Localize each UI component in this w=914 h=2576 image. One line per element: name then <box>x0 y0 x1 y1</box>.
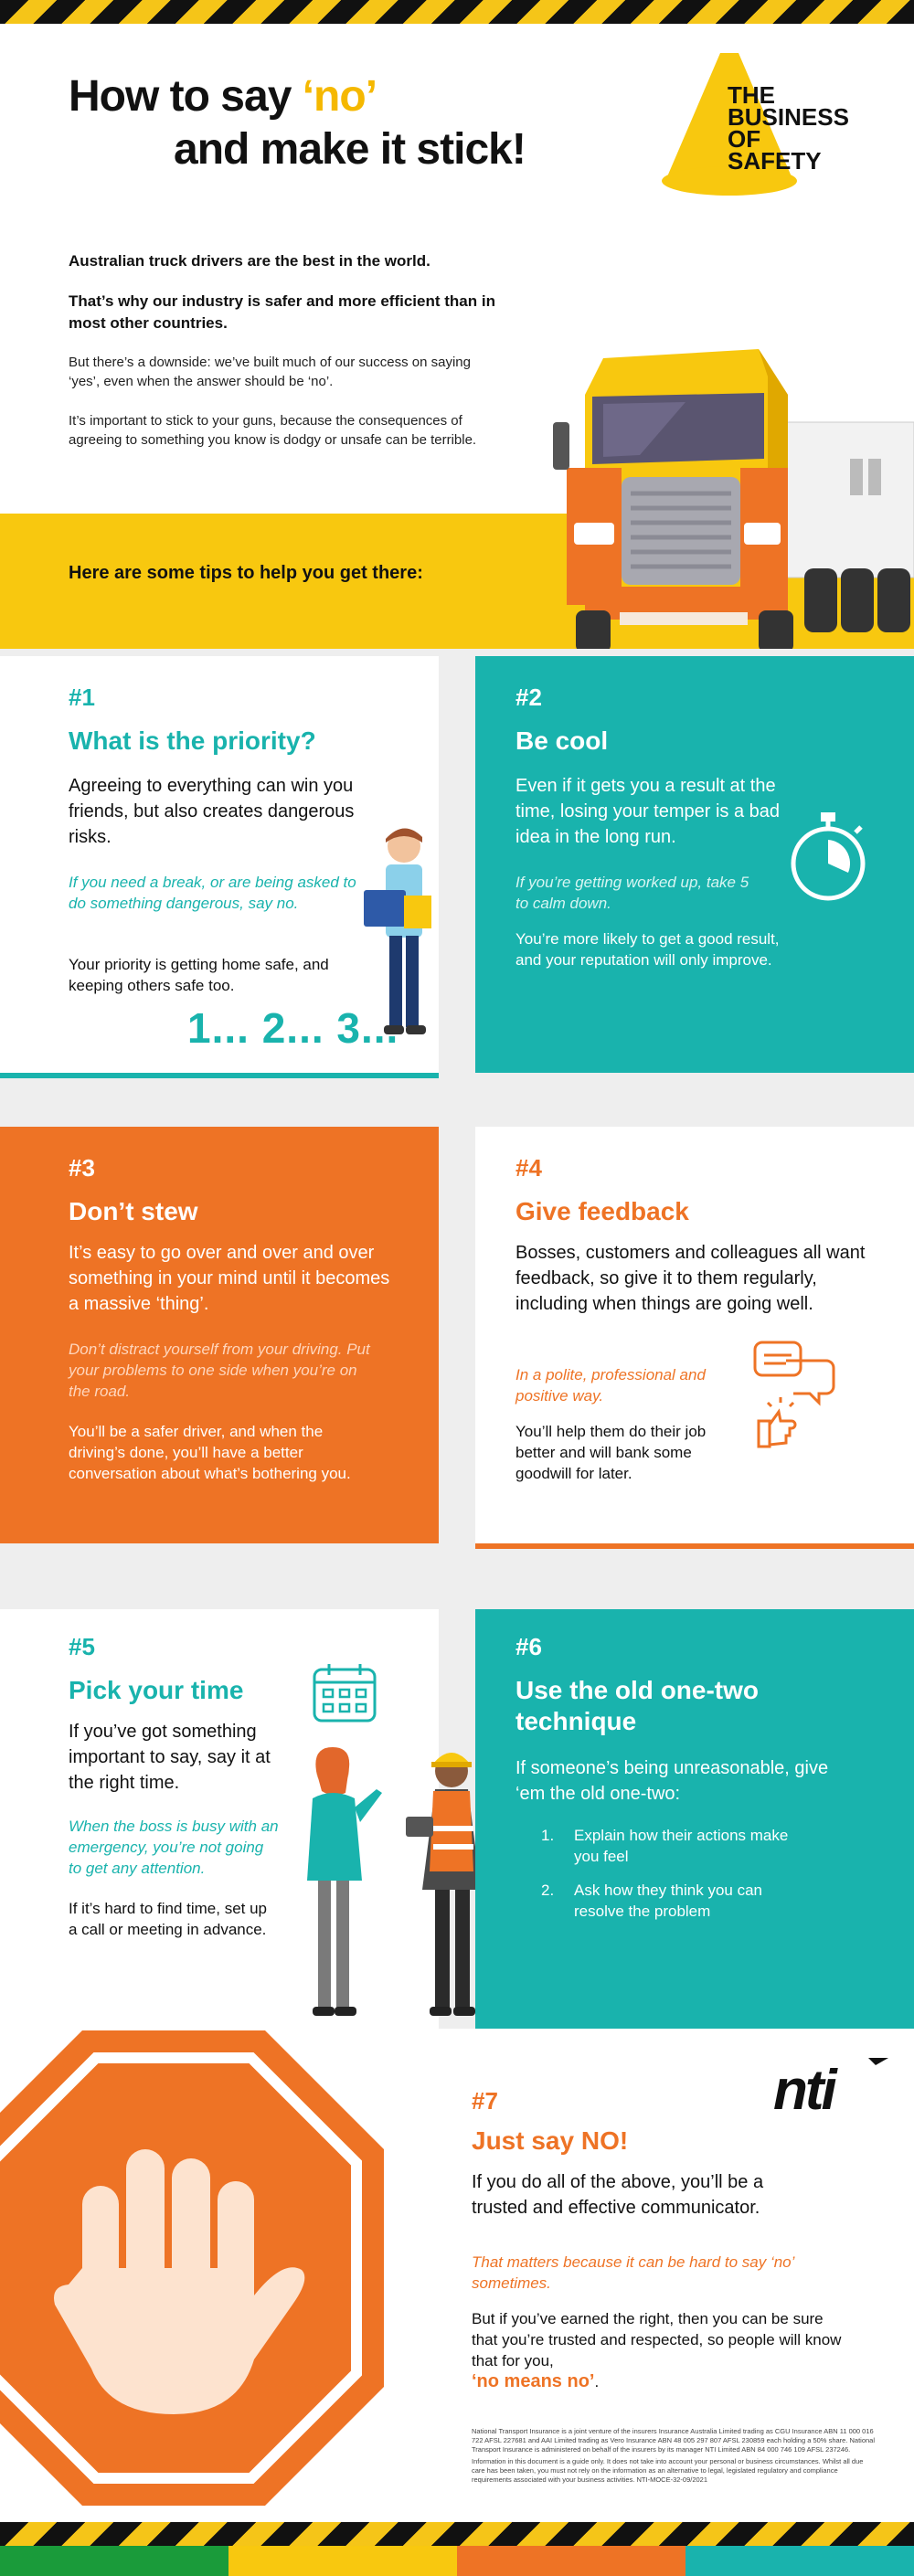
tip-7-number: #7 <box>472 2087 498 2115</box>
hazard-stripe-top <box>0 0 914 24</box>
tip-6-list-item: 1. Explain how their actions make you feel <box>541 1827 789 1865</box>
intro-paragraph-1: But there’s a downside: we’ve built much of our success on saying ‘yes’, even when the answer should be ‘no’. <box>69 355 471 389</box>
tip-7-italic: That matters because it can be hard to say ‘no’ sometimes. <box>472 2253 794 2292</box>
brand-color-bar <box>0 2546 914 2576</box>
counting-steps: 1... 2... 3... <box>187 1004 399 1052</box>
tip-6-list-item: 2. Ask how they think you can resolve the problem <box>541 1882 763 1920</box>
people-talking-icon <box>285 1734 505 2029</box>
tip-1-closing: Your priority is getting home safe, and keeping others safe too. <box>69 956 329 994</box>
tip-1-title: What is the priority? <box>69 726 316 755</box>
stopwatch-icon <box>784 807 872 907</box>
truck-icon <box>548 340 914 660</box>
tip-4-title: Give feedback <box>515 1197 689 1225</box>
page-title-line-2: and make it stick! <box>174 125 526 174</box>
tip-1-number: #1 <box>69 684 95 711</box>
tip-7-title: Just say NO! <box>472 2126 629 2155</box>
tip-6-body: If someone’s being unreasonable, give ‘em the old one-two: <box>515 1758 829 1804</box>
tip-5-body: If you’ve got something important to say, say it at the right time. <box>69 1722 271 1793</box>
page-title-line-1: How to say ‘no’ <box>69 72 377 121</box>
tip-2-panel <box>475 656 914 1073</box>
tip-4-body: Bosses, customers and colleagues all want feedback, so give it to them regularly, including when things are going well. <box>515 1243 866 1314</box>
tip-2-title: Be cool <box>515 726 609 755</box>
tip-6-title: Use the old one-two technique <box>515 1676 759 1735</box>
feedback-icon <box>749 1333 837 1452</box>
tip-1-italic: If you need a break, or are being asked to do something dangerous, say no. <box>69 874 356 912</box>
tip-5-title: Pick your time <box>69 1676 244 1704</box>
tip-7-body: If you do all of the above, you’ll be a trusted and effective communicator. <box>472 2172 764 2218</box>
tip-4-panel <box>475 1127 914 1543</box>
tip-4-underline <box>475 1543 914 1549</box>
tip-3-closing: You’ll be a safer driver, and when the driving’s done, you’ll have a better conversation about what’s bothering you. <box>69 1423 351 1482</box>
intro-strong-1: Australian truck drivers are the best in the world. <box>69 252 430 270</box>
tip-5-number: #5 <box>69 1633 95 1660</box>
tips-heading: Here are some tips to help you get there: <box>69 563 423 583</box>
tip-2-number: #2 <box>515 684 542 711</box>
tip-1-underline <box>0 1073 439 1078</box>
tip-4-italic: In a polite, professional and positive way. <box>515 1366 706 1405</box>
tip-1-body: Agreeing to everything can win you friends, but also creates dangerous risks. <box>69 776 355 847</box>
stop-hand-icon <box>0 2030 420 2506</box>
legal-disclaimer: National Transport Insurance is a joint venture of the insurers Insurance Australia Limited trading as CGU Insurance ABN 11 000 016 722 AFSL 227681 and AAI Limited trading as Vero Insurance ABN 48 005 297 807 AFSL 230859 each holding a 50% share. National Transport Insurance is administered on behalf of the insurers by its manager NTI Limited ABN 84 000 746 109 AFSL 237246. Information in this document is a guide only. It does not take into account your personal or business circumstances. Whilst all due care has been taken, you must not rely on the information as an alternative to legal, legislated regulatory and compliance requirements associated with your business activities. NTI-MOCE-32-09/2021 <box>472 2427 876 2484</box>
tip-2-italic: If you’re getting worked up, take 5 to calm down. <box>515 874 749 912</box>
intro-paragraph-2: It’s important to stick to your guns, because the consequences of agreeing to something you know is dodgy or unsafe can be terrible. <box>69 413 477 448</box>
tip-3-italic: Don’t distract yourself from your driving. Put your problems to one side when you’re on the road. <box>69 1341 370 1400</box>
tip-5-italic: When the boss is busy with an emergency, you’re not going to get any attention. <box>69 1818 279 1877</box>
tip-3-panel <box>0 1127 439 1543</box>
nti-logo-text: nti <box>773 2059 834 2122</box>
intro-strong-2: That’s why our industry is safer and more efficient than in most other countries. <box>69 292 495 332</box>
hazard-stripe-bottom <box>0 2522 914 2546</box>
tip-7-closing: But if you’ve earned the right, then you can be sure that you’re trusted and respected, so people will know that for you, ‘no means no’. <box>472 2310 842 2391</box>
business-of-safety-logo: THE BUSINESS OF SAFETY <box>728 81 849 175</box>
tip-2-closing: You’re more likely to get a good result, and your reputation will only improve. <box>515 930 780 969</box>
tip-2-body: Even if it gets you a result at the time, losing your temper is a bad idea in the long run. <box>515 776 781 847</box>
tip-5-closing: If it’s hard to find time, set up a call or meeting in advance. <box>69 1900 268 1938</box>
tip-3-title: Don’t stew <box>69 1197 198 1225</box>
tip-6-number: #6 <box>515 1633 542 1660</box>
tip-4-number: #4 <box>515 1154 542 1182</box>
tip-7-panel <box>472 2083 883 2431</box>
tip-6-list <box>541 1825 806 1935</box>
tip-4-closing: You’ll help them do their job better and will bank some goodwill for later. <box>515 1423 707 1482</box>
calendar-icon <box>311 1660 380 1724</box>
tip-3-number: #3 <box>69 1154 95 1182</box>
tip-3-body: It’s easy to go over and over and over something in your mind until it becomes a massive ‘thing’. <box>69 1243 390 1314</box>
tip-6-panel <box>475 1609 914 2029</box>
